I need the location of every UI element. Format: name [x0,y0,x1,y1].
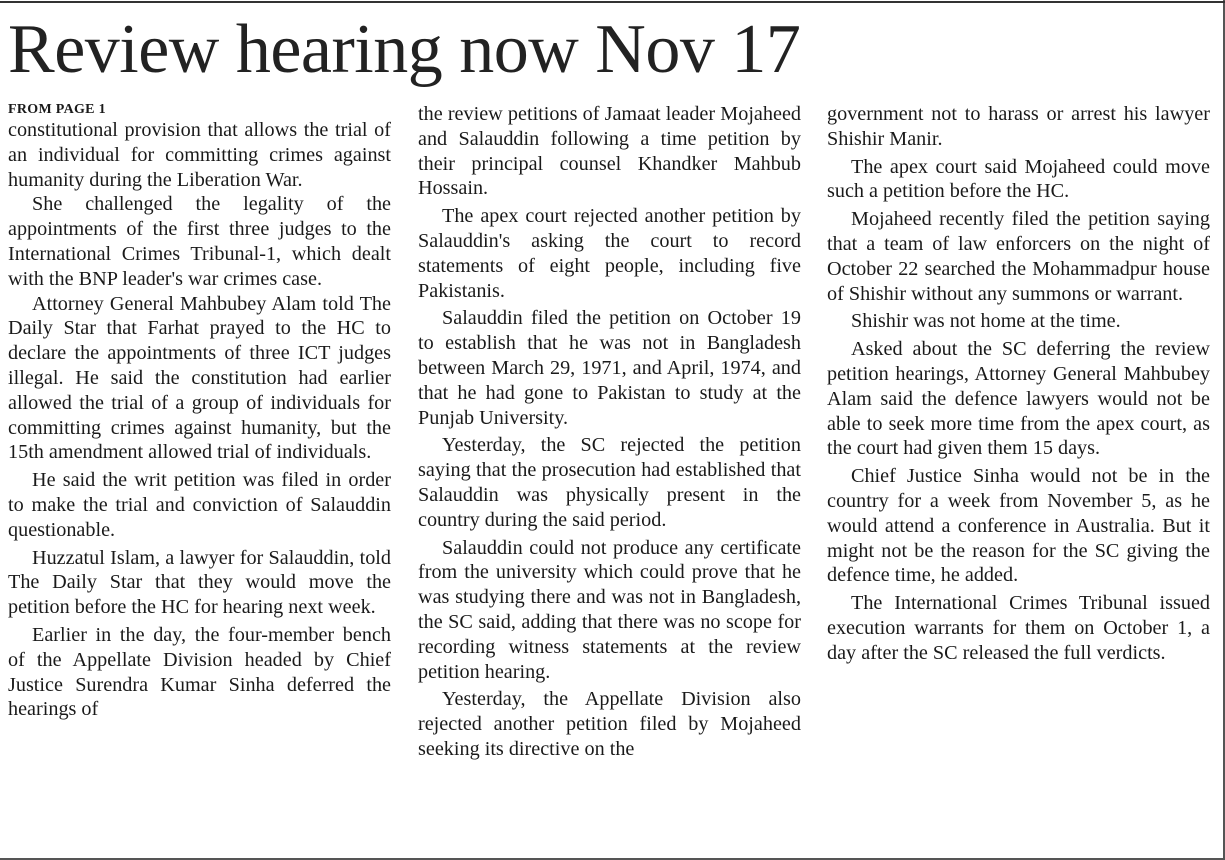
paragraph: Attorney General Mahbubey Alam told The Daily Star that Farhat prayed to the HC to declare the appointments of three ICT judges illegal. He said the constitution had earlier allowed the trial of a group of individuals for committing crimes against humanity, but the 15th amendment allowed trial of individuals. [8,292,391,464]
paragraph: Huzzatul Islam, a lawyer for Salauddin, told The Daily Star that they would move the petition before the HC for hearing next week. [8,546,391,619]
article-column-1 [8,102,391,722]
paragraph: government not to harass or arrest his lawyer Shishir Manir. [827,103,1210,150]
paragraph: Salauddin filed the petition on October 19 to establish that he was not in Bangladesh between March 29, 1971, and April, 1974, and that he had gone to Pakistan to study at the Punjab University. [418,307,801,429]
paragraph: the review petitions of Jamaat leader Mojaheed and Salauddin following a time petition by their principal counsel Khandker Mahbub Hossain. [418,103,801,200]
kicker: FROM PAGE 1 [8,102,106,117]
paragraph: The apex court rejected another petition by Salauddin's asking the court to record statements of eight people, including five Pakistanis. [418,205,801,302]
article-column-3 [827,102,1210,666]
paragraph: constitutional provision that allows the trial of an individual for committing crimes against humanity during the Liberation War. [8,119,391,191]
headline: Review hearing now Nov 17 [8,11,801,88]
paragraph: Earlier in the day, the four-member bench of the Appellate Division headed by Chief Justice Surendra Kumar Sinha deferred the hearings of [8,623,391,721]
paragraph: Asked about the SC deferring the review petition hearings, Attorney General Mahbubey Alam said the defence lawyers would not be able to seek more time from the apex court, as the court had given them 15 days. [827,338,1210,460]
paragraph: Shishir was not home at the time. [851,310,1121,333]
article-column-2 [418,102,801,762]
paragraph: Yesterday, the Appellate Division also rejected another petition filed by Mojaheed seeking its directive on the [418,688,801,760]
paragraph: She challenged the legality of the appointments of the first three judges to the International Crimes Tribunal-1, which dealt with the BNP leader's war crimes case. [8,193,391,290]
paragraph: Salauddin could not produce any certificate from the university which could prove that he was studying there and was not in Bangladesh, the SC said, adding that there was no scope for recording witness statements at the review petition hearing. [418,536,801,683]
paragraph: The apex court said Mojaheed could move such a petition before the HC. [827,155,1210,203]
paragraph: Chief Justice Sinha would not be in the country for a week from November 5, as he would attend a conference in Australia. But it might not be the reason for the SC giving the defence time, he added. [827,465,1210,587]
top-rule [0,1,1225,3]
paragraph: The International Crimes Tribunal issued execution warrants for them on October 1, a day after the SC released the full verdicts. [827,592,1210,664]
paragraph: Mojaheed recently filed the petition saying that a team of law enforcers on the night of October 22 searched the Mohammadpur house of Shishir without any summons or warrant. [827,208,1210,305]
paragraph: Yesterday, the SC rejected the petition saying that the prosecution had established that Salauddin was physically present in the country during the said period. [418,434,801,531]
paragraph: He said the writ petition was filed in order to make the trial and conviction of Salauddin questionable. [8,469,391,541]
